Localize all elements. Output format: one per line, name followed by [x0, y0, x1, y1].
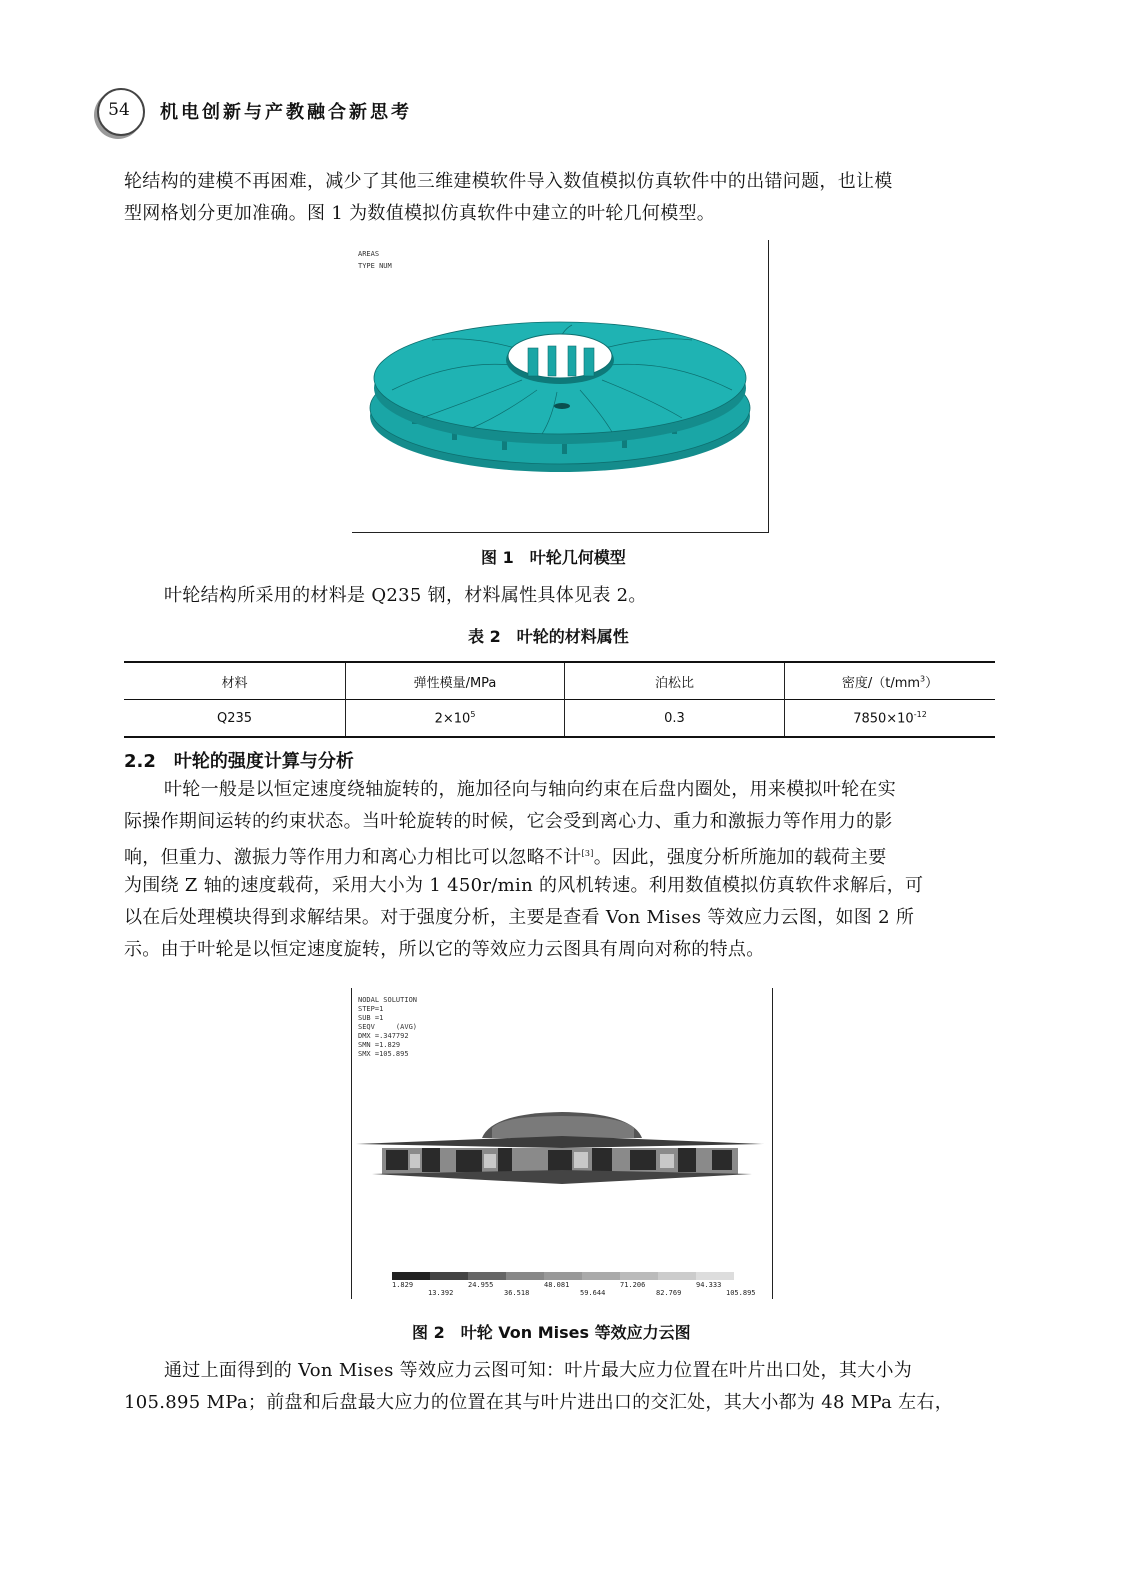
legend-tick-3: 48.081 — [544, 1281, 570, 1289]
table-2-title: 表 2 叶轮的材料属性 — [468, 627, 629, 646]
section-para-line-2: 际操作期间运转的约束状态。当叶轮旋转的时候，它会受到离心力、重力和激振力等作用力的影 — [124, 811, 893, 832]
legend-tick-4: 71.206 — [620, 1281, 646, 1289]
table-header-row — [124, 662, 995, 700]
table-row — [124, 700, 995, 738]
von-mises-stress-contour — [352, 988, 772, 1299]
impeller-geometry-model — [352, 240, 768, 532]
intro-line-1: 轮结构的建模不再困难，减少了其他三维建模软件导入数值模拟仿真软件中的出错问题，也让模 — [124, 171, 893, 192]
conclusion-line-2: 105.895 MPa；前盘和后盘最大应力的位置在其与叶片进出口的交汇处，其大小都为 48 MPa 左右， — [124, 1392, 954, 1413]
cell-poisson: 0.3 — [565, 700, 785, 738]
cell-modulus: $2\times 10^5$ — [346, 700, 565, 738]
header-density: 密度$/(t/mm^3)$ — [785, 662, 996, 700]
figure-1-caption: 图 1 叶轮几何模型 — [481, 548, 626, 567]
material-properties-table — [124, 661, 995, 738]
section-para-line-4: 为围绕 Z 轴的速度载荷，采用大小为 1 450r/min 的风机转速。利用数值模拟仿真软件求解后，可 — [124, 875, 924, 896]
header-material: 材料 — [221, 675, 248, 691]
section-para-line-5: 以在后处理模块得到求解结果。对于强度分析，主要是查看 Von Mises 等效应力云图，如图 2 所 — [124, 907, 915, 928]
section-para-line-1: 叶轮一般是以恒定速度绕轴旋转的，施加径向与轴向约束在后盘内圈处，用来模拟叶轮在实 — [164, 779, 896, 800]
figure-1-overlay-2: TYPE NUM — [358, 262, 392, 270]
header-poisson: 泊松比 — [565, 662, 785, 700]
legend-tick-1: 1.829 — [392, 1281, 414, 1289]
book-title: 机电创新与产教融合新思考 — [160, 102, 412, 123]
cell-material: Q235 — [216, 710, 253, 726]
legend-tick-8: 59.644 — [580, 1289, 606, 1297]
figure-2-frame — [351, 988, 773, 1299]
legend-tick-7: 36.518 — [504, 1289, 530, 1297]
legend-tick-6: 13.392 — [428, 1289, 454, 1297]
legend-tick-5: 94.333 — [696, 1281, 722, 1289]
section-heading: 2.2 叶轮的强度计算与分析 — [124, 751, 354, 772]
section-para-line-6: 示。由于叶轮是以恒定速度旋转，所以它的等效应力云图具有周向对称的特点。 — [124, 939, 765, 960]
figure-1-overlay-1: AREAS — [358, 250, 380, 258]
legend-tick-10: 105.895 — [726, 1289, 756, 1297]
intro-line-2: 型网格划分更加准确。图 1 为数值模拟仿真软件中建立的叶轮几何模型。 — [124, 203, 716, 224]
figure-1-frame — [352, 240, 769, 533]
legend-tick-2: 24.955 — [468, 1281, 494, 1289]
page-number: 54 — [108, 100, 130, 120]
cell-density: $7850\times 10^{-12}$ — [785, 700, 996, 738]
header-modulus: 弹性模量/MPa — [346, 662, 565, 700]
material-sentence: 叶轮结构所采用的材料是 Q235 钢，材料属性具体见表 2。 — [164, 585, 647, 606]
figure-2-caption: 图 2 叶轮 Von Mises 等效应力云图 — [412, 1323, 691, 1342]
legend-tick-9: 82.769 — [656, 1289, 682, 1297]
citation-ref: [3] — [581, 849, 594, 858]
section-para-line-3: 响，但重力、激振力等作用力和离心力相比可以忽略不计[3]。因此，强度分析所施加的载荷主要 — [124, 847, 887, 868]
conclusion-line-1: 通过上面得到的 Von Mises 等效应力云图可知：叶片最大应力位置在叶片出口处，其大小为 — [164, 1360, 913, 1381]
figure-2-overlay: NODAL SOLUTION STEP=1 SUB =1 SEQV (AVG) DMX =.347792 SMN =1.829 SMX =105.895 — [358, 996, 418, 1058]
